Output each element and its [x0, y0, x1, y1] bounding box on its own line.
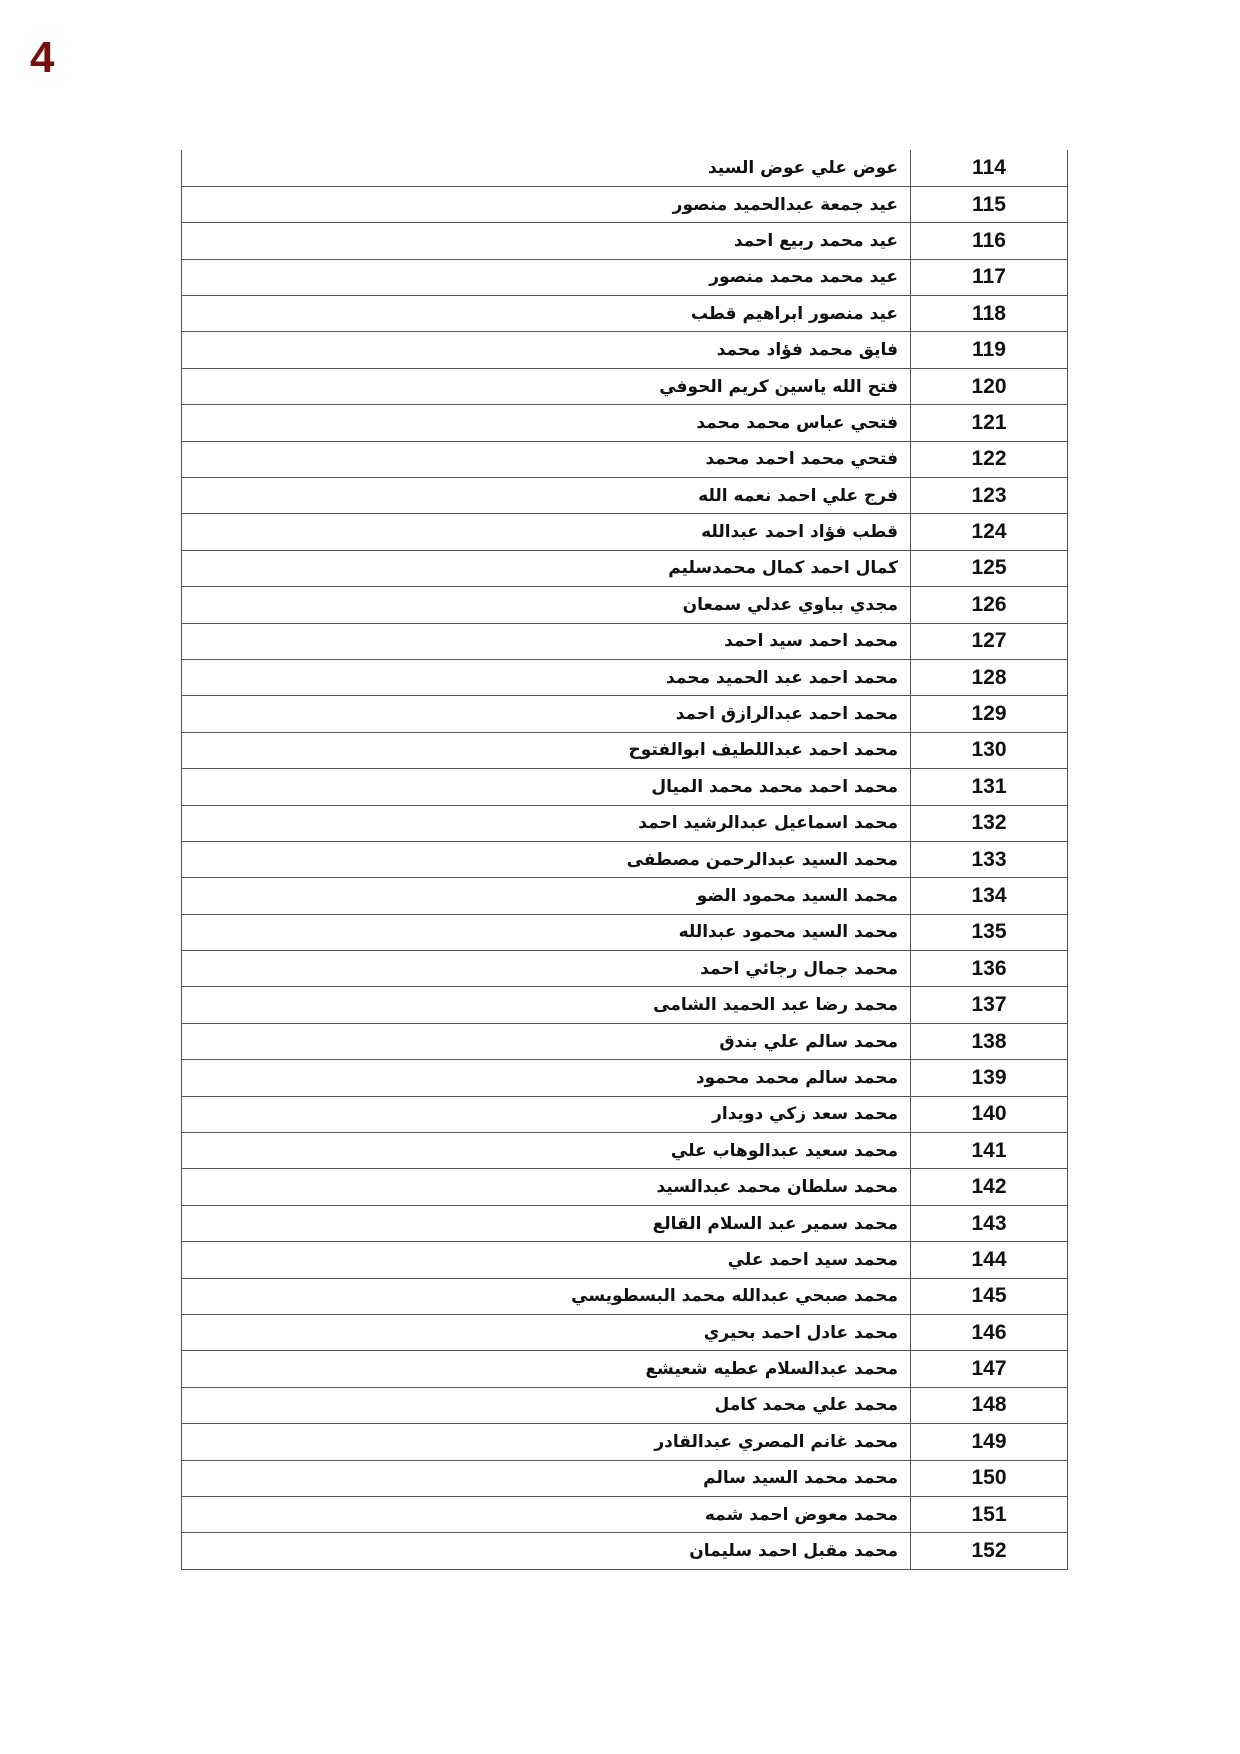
table-row [182, 732, 1068, 768]
page-number: 4 [30, 33, 55, 82]
person-name-cell: عيد محمد محمد منصور [182, 259, 911, 295]
serial-number-cell: 148 [911, 1387, 1068, 1423]
serial-number-cell: 126 [911, 587, 1068, 623]
person-name-cell: محمد معوض احمد شمه [182, 1496, 911, 1532]
table-row [182, 1133, 1068, 1169]
serial-number-cell: 117 [911, 259, 1068, 295]
serial-number-cell: 141 [911, 1133, 1068, 1169]
serial-number-cell: 116 [911, 223, 1068, 259]
table-row [182, 696, 1068, 732]
person-name-cell: محمد جمال رجائي احمد [182, 951, 911, 987]
person-name-cell: محمد سيد احمد علي [182, 1242, 911, 1278]
table-row [182, 951, 1068, 987]
serial-number-cell: 146 [911, 1315, 1068, 1351]
table-row [182, 223, 1068, 259]
person-name-cell: محمد احمد سيد احمد [182, 623, 911, 659]
table-row [182, 623, 1068, 659]
serial-number-cell: 150 [911, 1460, 1068, 1496]
serial-number-cell: 152 [911, 1533, 1068, 1569]
serial-number-cell: 144 [911, 1242, 1068, 1278]
names-table-body [182, 150, 1068, 1569]
serial-number-cell: 118 [911, 296, 1068, 332]
person-name-cell: فرج علي احمد نعمه الله [182, 478, 911, 514]
person-name-cell: محمد احمد عبد الحميد محمد [182, 659, 911, 695]
serial-number-cell: 123 [911, 478, 1068, 514]
person-name-cell: محمد السيد محمود الضو [182, 878, 911, 914]
table-row [182, 405, 1068, 441]
table-row [182, 478, 1068, 514]
table-row [182, 259, 1068, 295]
table-row [182, 1460, 1068, 1496]
person-name-cell: محمد احمد عبدالرازق احمد [182, 696, 911, 732]
person-name-cell: محمد سعيد عبدالوهاب علي [182, 1133, 911, 1169]
table-row [182, 1351, 1068, 1387]
person-name-cell: محمد مقبل احمد سليمان [182, 1533, 911, 1569]
table-row [182, 186, 1068, 222]
table-row [182, 1424, 1068, 1460]
person-name-cell: فتحي محمد احمد محمد [182, 441, 911, 477]
serial-number-cell: 139 [911, 1060, 1068, 1096]
table-row [182, 1096, 1068, 1132]
serial-number-cell: 122 [911, 441, 1068, 477]
serial-number-cell: 114 [911, 150, 1068, 186]
serial-number-cell: 137 [911, 987, 1068, 1023]
serial-number-cell: 140 [911, 1096, 1068, 1132]
person-name-cell: محمد احمد محمد محمد الميال [182, 769, 911, 805]
table-row [182, 514, 1068, 550]
person-name-cell: محمد السيد عبدالرحمن مصطفى [182, 841, 911, 877]
names-table [181, 150, 1068, 1570]
table-row [182, 914, 1068, 950]
person-name-cell: فتحي عباس محمد محمد [182, 405, 911, 441]
person-name-cell: قطب فؤاد احمد عبدالله [182, 514, 911, 550]
table-row [182, 1242, 1068, 1278]
table-row [182, 550, 1068, 586]
serial-number-cell: 151 [911, 1496, 1068, 1532]
table-row [182, 1169, 1068, 1205]
serial-number-cell: 125 [911, 550, 1068, 586]
person-name-cell: عيد منصور ابراهيم قطب [182, 296, 911, 332]
person-name-cell: محمد سعد زكي دويدار [182, 1096, 911, 1132]
serial-number-cell: 128 [911, 659, 1068, 695]
person-name-cell: محمد عبدالسلام عطيه شعيشع [182, 1351, 911, 1387]
person-name-cell: محمد سالم علي بندق [182, 1023, 911, 1059]
serial-number-cell: 136 [911, 951, 1068, 987]
serial-number-cell: 147 [911, 1351, 1068, 1387]
serial-number-cell: 120 [911, 368, 1068, 404]
serial-number-cell: 132 [911, 805, 1068, 841]
person-name-cell: محمد السيد محمود عبدالله [182, 914, 911, 950]
serial-number-cell: 130 [911, 732, 1068, 768]
person-name-cell: مجدي بباوي عدلي سمعان [182, 587, 911, 623]
table-row [182, 441, 1068, 477]
serial-number-cell: 145 [911, 1278, 1068, 1314]
person-name-cell: محمد علي محمد كامل [182, 1387, 911, 1423]
serial-number-cell: 124 [911, 514, 1068, 550]
serial-number-cell: 134 [911, 878, 1068, 914]
person-name-cell: محمد سمير عبد السلام القالع [182, 1205, 911, 1241]
serial-number-cell: 129 [911, 696, 1068, 732]
table-row [182, 1060, 1068, 1096]
person-name-cell: محمد صبحي عبدالله محمد البسطويسي [182, 1278, 911, 1314]
serial-number-cell: 149 [911, 1424, 1068, 1460]
table-row [182, 1533, 1068, 1569]
serial-number-cell: 142 [911, 1169, 1068, 1205]
table-row [182, 878, 1068, 914]
person-name-cell: محمد اسماعيل عبدالرشيد احمد [182, 805, 911, 841]
table-row [182, 659, 1068, 695]
table-row [182, 1205, 1068, 1241]
person-name-cell: كمال احمد كمال محمدسليم [182, 550, 911, 586]
serial-number-cell: 131 [911, 769, 1068, 805]
serial-number-cell: 135 [911, 914, 1068, 950]
table-row [182, 368, 1068, 404]
person-name-cell: عيد محمد ربيع احمد [182, 223, 911, 259]
table-row [182, 587, 1068, 623]
person-name-cell: محمد احمد عبداللطيف ابوالفتوح [182, 732, 911, 768]
person-name-cell: عوض علي عوض السيد [182, 150, 911, 186]
person-name-cell: محمد سالم محمد محمود [182, 1060, 911, 1096]
table-row [182, 150, 1068, 186]
person-name-cell: محمد عادل احمد بحيري [182, 1315, 911, 1351]
table-row [182, 1278, 1068, 1314]
table-row [182, 296, 1068, 332]
table-row [182, 1315, 1068, 1351]
table-row [182, 1496, 1068, 1532]
serial-number-cell: 143 [911, 1205, 1068, 1241]
serial-number-cell: 133 [911, 841, 1068, 877]
person-name-cell: محمد غانم المصري عبدالقادر [182, 1424, 911, 1460]
table-row [182, 841, 1068, 877]
table-row [182, 805, 1068, 841]
person-name-cell: فتح الله ياسين كريم الحوفي [182, 368, 911, 404]
serial-number-cell: 119 [911, 332, 1068, 368]
serial-number-cell: 121 [911, 405, 1068, 441]
table-row [182, 1023, 1068, 1059]
table-row [182, 987, 1068, 1023]
person-name-cell: فايق محمد فؤاد محمد [182, 332, 911, 368]
person-name-cell: عيد جمعة عبدالحميد منصور [182, 186, 911, 222]
table-row [182, 332, 1068, 368]
serial-number-cell: 115 [911, 186, 1068, 222]
table-row [182, 1387, 1068, 1423]
serial-number-cell: 138 [911, 1023, 1068, 1059]
serial-number-cell: 127 [911, 623, 1068, 659]
table-row [182, 769, 1068, 805]
person-name-cell: محمد رضا عبد الحميد الشامى [182, 987, 911, 1023]
person-name-cell: محمد محمد السيد سالم [182, 1460, 911, 1496]
person-name-cell: محمد سلطان محمد عبدالسيد [182, 1169, 911, 1205]
